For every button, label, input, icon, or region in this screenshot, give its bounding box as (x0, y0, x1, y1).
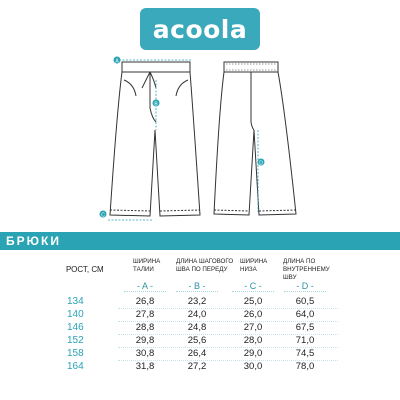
front-waistband (122, 62, 190, 72)
column-header-hem-width: ШИРИНА НИЗА (240, 258, 268, 273)
row-cell-c: 29,0 (243, 348, 263, 359)
column-letter-a: - A - (136, 281, 153, 291)
brand-logo (140, 8, 260, 50)
column-divider-c (232, 291, 274, 292)
row-cell-b: 27,2 (187, 361, 207, 372)
back-pants-outline (214, 72, 296, 215)
back-view-drawing (214, 62, 296, 215)
row-cell-a: 28,8 (135, 322, 155, 333)
front-left-pocket (124, 80, 136, 96)
row-size: 152 (67, 335, 84, 346)
back-hem-stitching (214, 210, 296, 211)
marker-a: A (115, 58, 119, 65)
front-view-drawing (110, 62, 200, 216)
back-waistband (224, 62, 278, 72)
row-cell-b: 24,0 (187, 309, 207, 320)
row-size: 140 (67, 309, 84, 320)
column-divider-d (284, 291, 326, 292)
marker-d: D (259, 160, 263, 167)
row-size: 164 (67, 361, 84, 372)
row-cell-d: 60,5 (295, 296, 315, 307)
row-cell-c: 28,0 (243, 335, 263, 346)
row-cell-c: 26,0 (243, 309, 263, 320)
size-column-header: РОСТ, СМ (66, 265, 104, 274)
marker-b: B (154, 101, 158, 108)
column-letter-c: - C - (244, 281, 262, 291)
row-cell-a: 29,8 (135, 335, 155, 346)
row-size: 158 (67, 348, 84, 359)
row-cell-b: 26,4 (187, 348, 207, 359)
back-waistband-elastic (226, 64, 276, 70)
marker-c: C (101, 212, 105, 219)
column-divider-b (176, 291, 218, 292)
table-row (0, 361, 400, 375)
product-title-bar (0, 232, 400, 250)
row-cell-b: 24,8 (187, 322, 207, 333)
row-size: 134 (67, 296, 84, 307)
front-pants-outline (110, 72, 200, 216)
row-cell-c: 25,0 (243, 296, 263, 307)
row-cell-d: 74,5 (295, 348, 315, 359)
column-header-inseam: ДЛИНА ПО ВНУТРЕННЕМУ ШВУ (283, 258, 330, 281)
row-cell-a: 30,8 (135, 348, 155, 359)
row-cell-d: 67,5 (295, 322, 315, 333)
row-size: 146 (67, 322, 84, 333)
front-right-pocket (176, 80, 188, 96)
row-cell-a: 27,8 (135, 309, 155, 320)
brand-logo-text: acoola (152, 14, 248, 44)
product-title: БРЮКИ (6, 234, 61, 248)
row-cell-a: 26,8 (135, 296, 155, 307)
column-letter-b: - B - (188, 281, 206, 291)
column-header-front-rise: ДЛИНА ШАГОВОГО ШВА ПО ПЕРЕДУ (176, 258, 234, 273)
row-cell-b: 25,6 (187, 335, 207, 346)
front-hem-stitching (110, 210, 200, 211)
back-center-seam (251, 72, 254, 130)
column-header-waist-width: ШИРИНА ТАЛИИ (133, 258, 161, 273)
row-cell-d: 71,0 (295, 335, 315, 346)
row-cell-a: 31,8 (135, 361, 155, 372)
row-cell-c: 27,0 (243, 322, 263, 333)
column-divider-a (124, 291, 166, 292)
row-cell-c: 30,0 (243, 361, 263, 372)
row-cell-d: 64,0 (295, 309, 315, 320)
row-cell-b: 23,2 (187, 296, 207, 307)
front-drawstring (142, 72, 156, 88)
column-letter-d: - D - (296, 281, 314, 291)
row-cell-d: 78,0 (295, 361, 315, 372)
pants-technical-drawings (0, 50, 400, 230)
